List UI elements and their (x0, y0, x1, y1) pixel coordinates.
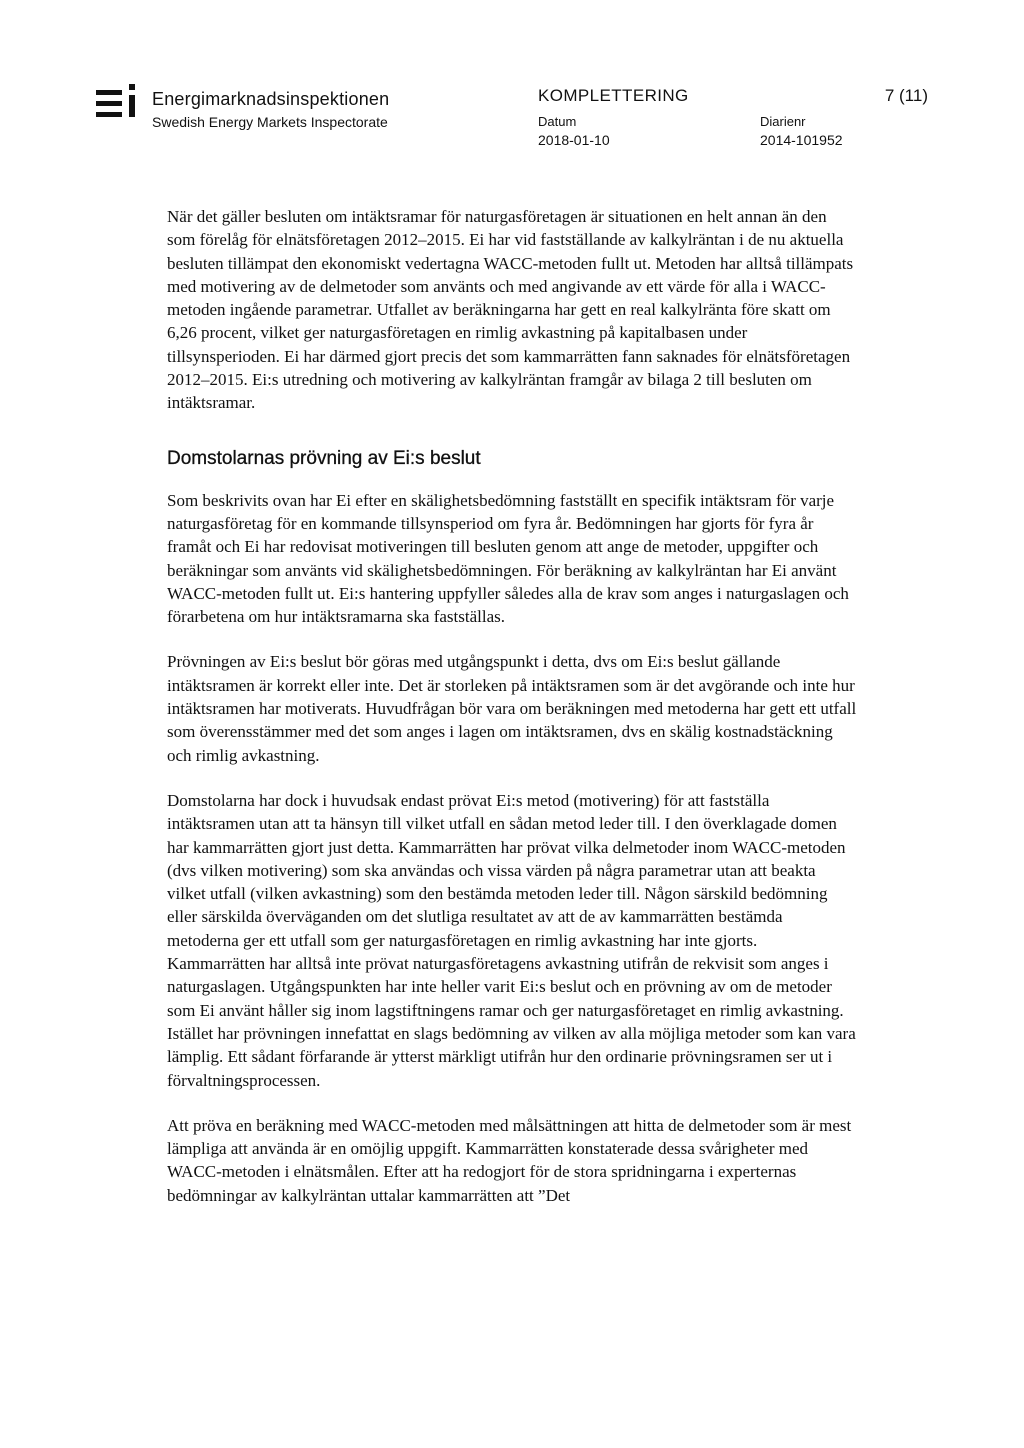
reference-label: Diarienr (760, 114, 806, 129)
date-label: Datum (538, 114, 577, 129)
body-paragraph: När det gäller besluten om intäktsramar för naturgasföretagen är situationen en helt annan än den som förelåg för elnätsföretagen 2012–2015. Ei har vid fastställande av kalkylräntan i de nu aktuella besluten tillämpat den ekonomiskt vedertagna WACC-metoden fullt ut. Metoden har alltså tillämpats med motivering av de delmetoder som använts och med angivande av ett värde för alla i WACC-metoden ingående parametrar. Utfallet av beräkningarna har gett en real kalkylränta före skatt om 6,26 procent, vilket ger naturgasföretagen en rimlig avkastning på kapitalbasen under tillsynsperioden. Ei har därmed gjort precis det som kammarrätten fann saknades för elnätsföretagen 2012–2015. Ei:s utredning och motivering av kalkylräntan framgår av bilaga 2 till besluten om intäktsramar. (167, 207, 854, 413)
body-paragraph: Prövningen av Ei:s beslut bör göras med utgångspunkt i detta, dvs om Ei:s beslut gällande intäktsramen är korrekt eller inte. Det är storleken på intäktsramen som är det avgörande och inte hur intäktsramen har motiverats. Huvudfrågan bör vara om beräkningen med metoderna har gett ett utfall som överensstämmer med det som anges i lagen om intäktsramen, dvs en skälig kostnadstäckning och rimlig avkastning. (167, 652, 857, 765)
organization-name: Energimarknadsinspektionen (152, 89, 390, 109)
date-value: 2018-01-10 (538, 132, 610, 148)
body-paragraph: Att pröva en beräkning med WACC-metoden med målsättningen att hitta de delmetoder som är mest lämpliga att använda är en omöjlig uppgift. Kammarrätten konstaterade dessa svårigheter med WACC-metoden i elnätsmålen. Efter att ha redogjort för de stora spridningarna i experternas bedömningar av kalkylräntan uttalar kammarrätten att ”Det (167, 1115, 852, 1205)
page-number: 7 (11) (884, 86, 928, 105)
document-type: KOMPLETTERING (538, 86, 689, 105)
document-header (0, 0, 1024, 160)
document-body (167, 205, 857, 1207)
ei-logo-icon (96, 84, 140, 124)
reference-value: 2014-101952 (760, 132, 843, 148)
body-paragraph: Som beskrivits ovan har Ei efter en skälighetsbedömning fastställt en specifik intäktsram för varje naturgasföretag för en kommande tillsynsperiod om fyra år. Bedömningen har gjorts för fyra år framåt och Ei har redovisat motiveringen till besluten genom att ange de metoder, uppgifter och beräkningar som använts vid skälighetsbedömningen. För beräkning av kalkylräntan har Ei använt WACC-metoden fullt ut. Ei:s hantering uppfyller således alla de krav som anges i naturgaslagen och förarbetena om hur intäktsramarna ska fastställas. (167, 490, 849, 627)
body-paragraph: Domstolarna har dock i huvudsak endast prövat Ei:s metod (motivering) för att fastställa intäktsramen utan att ta hänsyn till vilket utfall en sådan metod leder till. I den överklagade domen har kammarrätten gjort just detta. Kammarrätten har prövat vilka delmetoder inom WACC-metoden (dvs vilken motivering) som ska användas och vissa värden på några parametrar utan att beakta vilket utfall (vilken avkastning) som den bestämda metoden leder till. Någon särskild bedömning eller särskilda överväganden om det slutliga resultatet av att de av kammarrätten bestämda metoderna ger ett utfall som ger naturgasföretagen en rimlig avkastning har inte gjorts. Kammarrätten har alltså inte prövat naturgasföretagens avkastning utifrån de rekvisit som anges i naturgaslagen. Utgångspunkten har inte heller varit Ei:s beslut och en prövning av om de metoder som Ei använt håller sig inom lagstiftningens ramar och ger naturgasföretaget en rimlig avkastning. Istället har prövningen innefattat en slags bedömning av vilken av alla möjliga metoder som kan vara lämplig. Ett sådant förfarande är ytterst märkligt utifrån hur den ordinarie prövningsramen ser ut i förvaltningsprocessen. (167, 790, 856, 1090)
organization-name-english: Swedish Energy Markets Inspectorate (152, 114, 388, 130)
section-heading: Domstolarnas prövning av Ei:s beslut (167, 447, 481, 469)
